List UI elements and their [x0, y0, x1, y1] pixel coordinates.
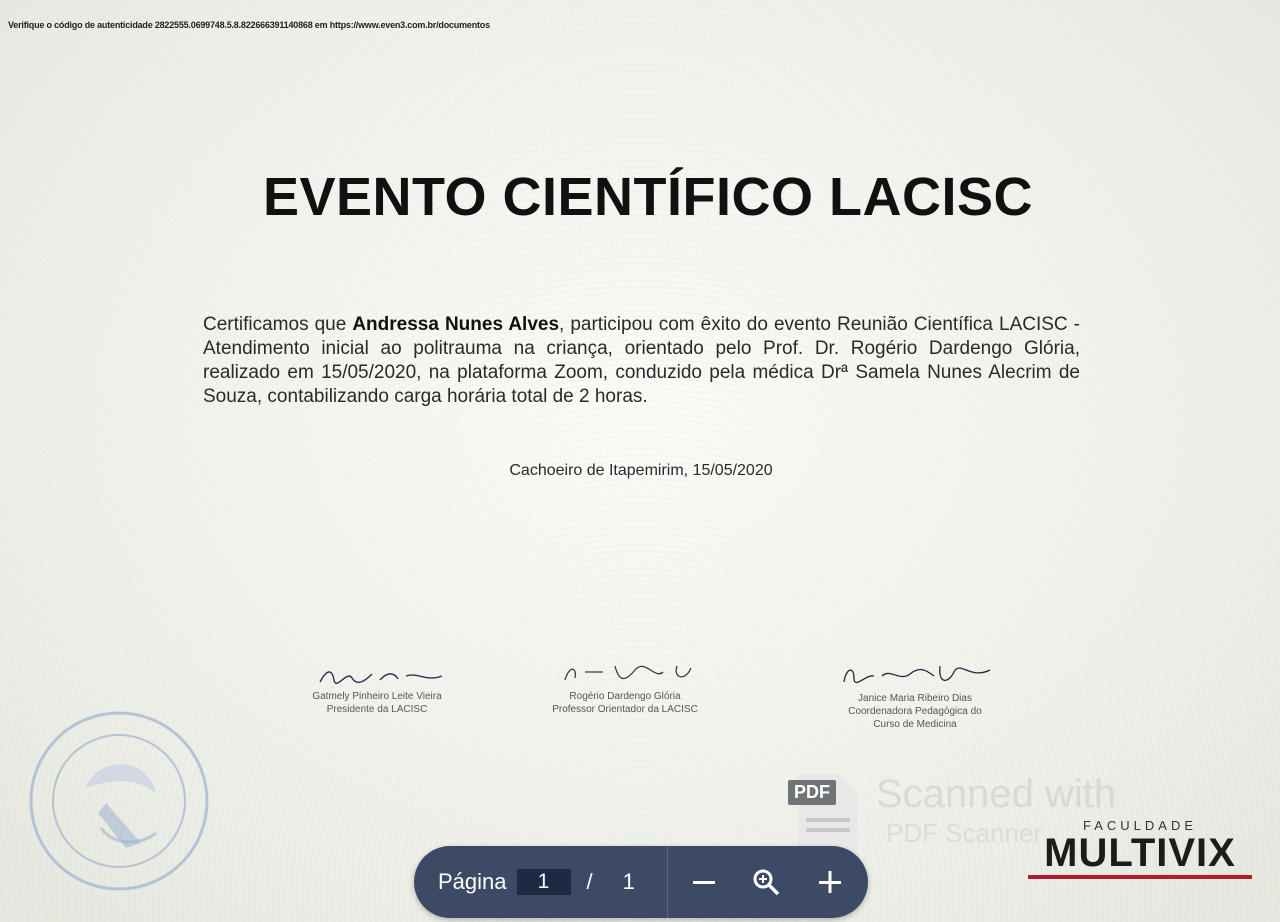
pdf-pager-toolbar	[414, 846, 868, 918]
certificate-title: EVENTO CIENTÍFICO LACISC	[262, 167, 1034, 227]
zoom-out-button[interactable]	[682, 860, 726, 904]
toolbar-divider	[667, 846, 668, 918]
total-pages: 1	[622, 869, 635, 894]
signer-name: Rogério Dardengo Glória	[569, 691, 681, 702]
scanner-text: Scanned with	[876, 772, 1117, 816]
signature-block-president	[282, 664, 472, 716]
multivix-logo	[1020, 818, 1260, 879]
page-number-input[interactable]: 1	[517, 869, 571, 895]
certificate-body	[203, 313, 1080, 409]
signature-block-advisor	[520, 660, 730, 716]
authenticity-line: Verifique o código de autenticidade 2822555.0699748.5.8.822666391140868 em https://www.even3.com.br/documentos	[8, 20, 490, 30]
minus-icon	[691, 869, 717, 895]
handwritten-signature-icon	[545, 660, 705, 688]
signer-role: Coordenadora Pedagógica do	[848, 706, 982, 717]
body-prefix: Certificamos que	[203, 314, 353, 335]
handwritten-signature-icon	[302, 664, 452, 688]
signer-role: Presidente da LACISC	[326, 704, 428, 715]
pdf-label: PDF	[788, 780, 836, 805]
logo-name: MULTIVIX	[1044, 831, 1236, 875]
signature-block-coordinator	[800, 660, 1030, 731]
magnifier-icon	[751, 867, 781, 897]
handwritten-signature-icon	[830, 660, 1000, 690]
zoom-in-button[interactable]	[808, 860, 852, 904]
zoom-reset-button[interactable]	[744, 860, 788, 904]
plus-icon	[817, 869, 843, 895]
signer-name: Janice Maria Ribeiro Dias	[858, 693, 972, 704]
page-separator: /	[586, 869, 593, 894]
logo-accent-bar	[1028, 875, 1252, 879]
scanner-text-2: PDF Scanner	[886, 818, 1043, 848]
body-suffix: , participou com êxito do evento Reunião Científica LACISC - Atendimento inicial ao politrauma na criança, orientado pelo Prof. Dr. Rogério Dardengo Glória, realizado em 15/05/2020, na plataforma Zoom, conduzido pela médica Drª Samela Nunes Alecrim de Souza, contabilizando carga horária total de 2 horas.	[203, 314, 1081, 407]
place-date: Cachoeiro de Itapemirim, 15/05/2020	[509, 462, 773, 479]
signer-role: Professor Orientador da LACISC	[552, 704, 698, 715]
logo-faculdade: FACULDADE	[1082, 818, 1198, 833]
participant-name: Andressa Nunes Alves	[352, 314, 560, 335]
pdf-document-lines	[806, 818, 850, 844]
signer-role-line2: Curso de Medicina	[873, 719, 957, 730]
signer-name: Gatmely Pinheiro Leite Vieira	[312, 691, 442, 702]
page-label: Página	[438, 869, 507, 894]
lacisc-seal-icon	[26, 708, 212, 894]
